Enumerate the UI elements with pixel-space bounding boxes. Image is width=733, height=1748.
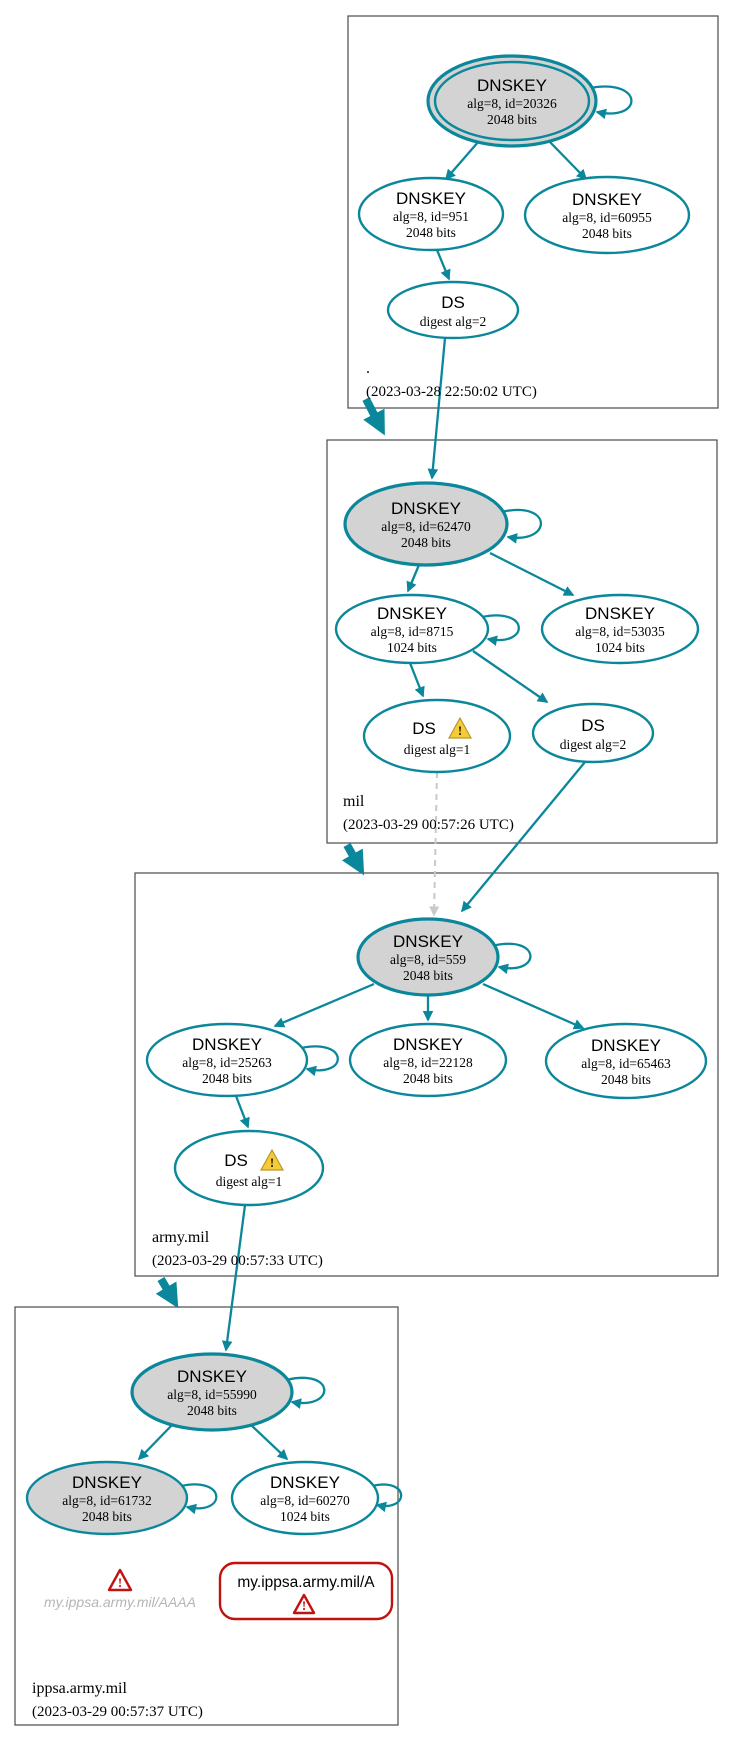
zone-timestamp: (2023-03-29 00:57:26 UTC) [343,817,514,833]
node-bits: 1024 bits [280,1509,330,1524]
node-title: DNSKEY [393,932,463,951]
node-detail: alg=8, id=25263 [182,1055,272,1070]
node-detail: digest alg=2 [559,737,627,752]
node-bits: 2048 bits [406,225,456,240]
zone-timestamp: (2023-03-29 00:57:37 UTC) [32,1704,203,1720]
svg-text:!: ! [301,1598,307,1613]
node-title: DNSKEY [393,1035,463,1054]
node-detail: alg=8, id=22128 [383,1055,473,1070]
node-title: DNSKEY [377,604,447,623]
node-detail: alg=8, id=61732 [62,1493,152,1508]
node-detail: alg=8, id=20326 [467,96,557,111]
zone-name: . [366,360,370,377]
dnskey-node-60955[interactable] [525,177,689,253]
dnskey-node-65463[interactable] [546,1024,706,1098]
dnskey-node-951[interactable] [359,178,503,250]
delegation-arrow-mil-to-army [347,845,360,868]
zone-name: mil [343,793,365,810]
node-title: DNSKEY [391,499,461,518]
rrset-label: my.ippsa.army.mil/AAAA [44,1594,196,1610]
node-bits: 2048 bits [403,1071,453,1086]
node-bits: 2048 bits [401,535,451,550]
dnskey-node-25263[interactable] [147,1024,307,1096]
ds-node-root[interactable] [388,282,518,338]
ds-ellipse [364,700,510,772]
node-bits: 2048 bits [82,1509,132,1524]
zone-timestamp: (2023-03-28 22:50:02 UTC) [366,384,537,400]
ds-node-mil-alg2[interactable] [533,704,653,762]
node-detail: alg=8, id=65463 [581,1056,671,1071]
rrset-label: my.ippsa.army.mil/A [237,1574,375,1591]
node-title: DNSKEY [585,604,655,623]
node-title: DS [412,719,436,738]
zone-timestamp: (2023-03-29 00:57:33 UTC) [152,1253,323,1269]
node-bits: 1024 bits [595,640,645,655]
node-bits: 2048 bits [601,1072,651,1087]
node-bits: 2048 bits [487,112,537,127]
svg-text:!: ! [269,1155,275,1170]
node-title: DNSKEY [177,1367,247,1386]
node-title: DNSKEY [192,1035,262,1054]
dnskey-node-22128[interactable] [350,1024,506,1096]
node-detail: alg=8, id=60955 [562,210,652,225]
node-bits: 2048 bits [187,1403,237,1418]
dnskey-node-55990[interactable] [132,1354,292,1430]
dnskey-node-53035[interactable] [542,595,698,663]
node-detail: digest alg=1 [215,1174,283,1189]
node-detail: alg=8, id=55990 [167,1387,257,1402]
node-detail: alg=8, id=559 [390,952,466,967]
dnskey-node-60270[interactable] [232,1462,378,1534]
delegation-arrow-army-to-ippsa [161,1279,174,1301]
rrset-error-a[interactable] [220,1563,392,1619]
node-title: DNSKEY [591,1036,661,1055]
node-title: DNSKEY [270,1473,340,1492]
node-detail: alg=8, id=8715 [370,624,454,639]
node-title: DNSKEY [572,190,642,209]
node-bits: 2048 bits [582,226,632,241]
node-detail: alg=8, id=53035 [575,624,665,639]
node-title: DNSKEY [396,189,466,208]
node-title: DS [581,716,605,735]
node-title: DS [441,293,465,312]
node-detail: alg=8, id=60270 [260,1493,350,1508]
dnskey-node-8715[interactable] [336,595,488,663]
svg-text:!: ! [457,723,463,738]
svg-text:!: ! [117,1575,123,1590]
node-detail: alg=8, id=62470 [381,519,471,534]
node-title: DNSKEY [72,1473,142,1492]
node-bits: 2048 bits [202,1071,252,1086]
node-detail: digest alg=2 [419,314,487,329]
ds-node-army-alg1[interactable] [175,1131,323,1205]
zone-name: army.mil [152,1229,210,1246]
ds-node-mil-alg1[interactable] [364,700,510,772]
ds-ellipse [175,1131,323,1205]
node-bits: 1024 bits [387,640,437,655]
dnskey-node-62470[interactable] [345,483,507,565]
dnskey-node-61732[interactable] [27,1462,187,1534]
dnskey-node-559[interactable] [358,919,498,995]
dnskey-node-20326[interactable] [428,56,596,146]
node-title: DNSKEY [477,76,547,95]
node-bits: 2048 bits [403,968,453,983]
zone-name: ippsa.army.mil [32,1680,127,1697]
node-detail: alg=8, id=951 [393,209,469,224]
node-detail: digest alg=1 [403,742,471,757]
node-title: DS [224,1151,248,1170]
